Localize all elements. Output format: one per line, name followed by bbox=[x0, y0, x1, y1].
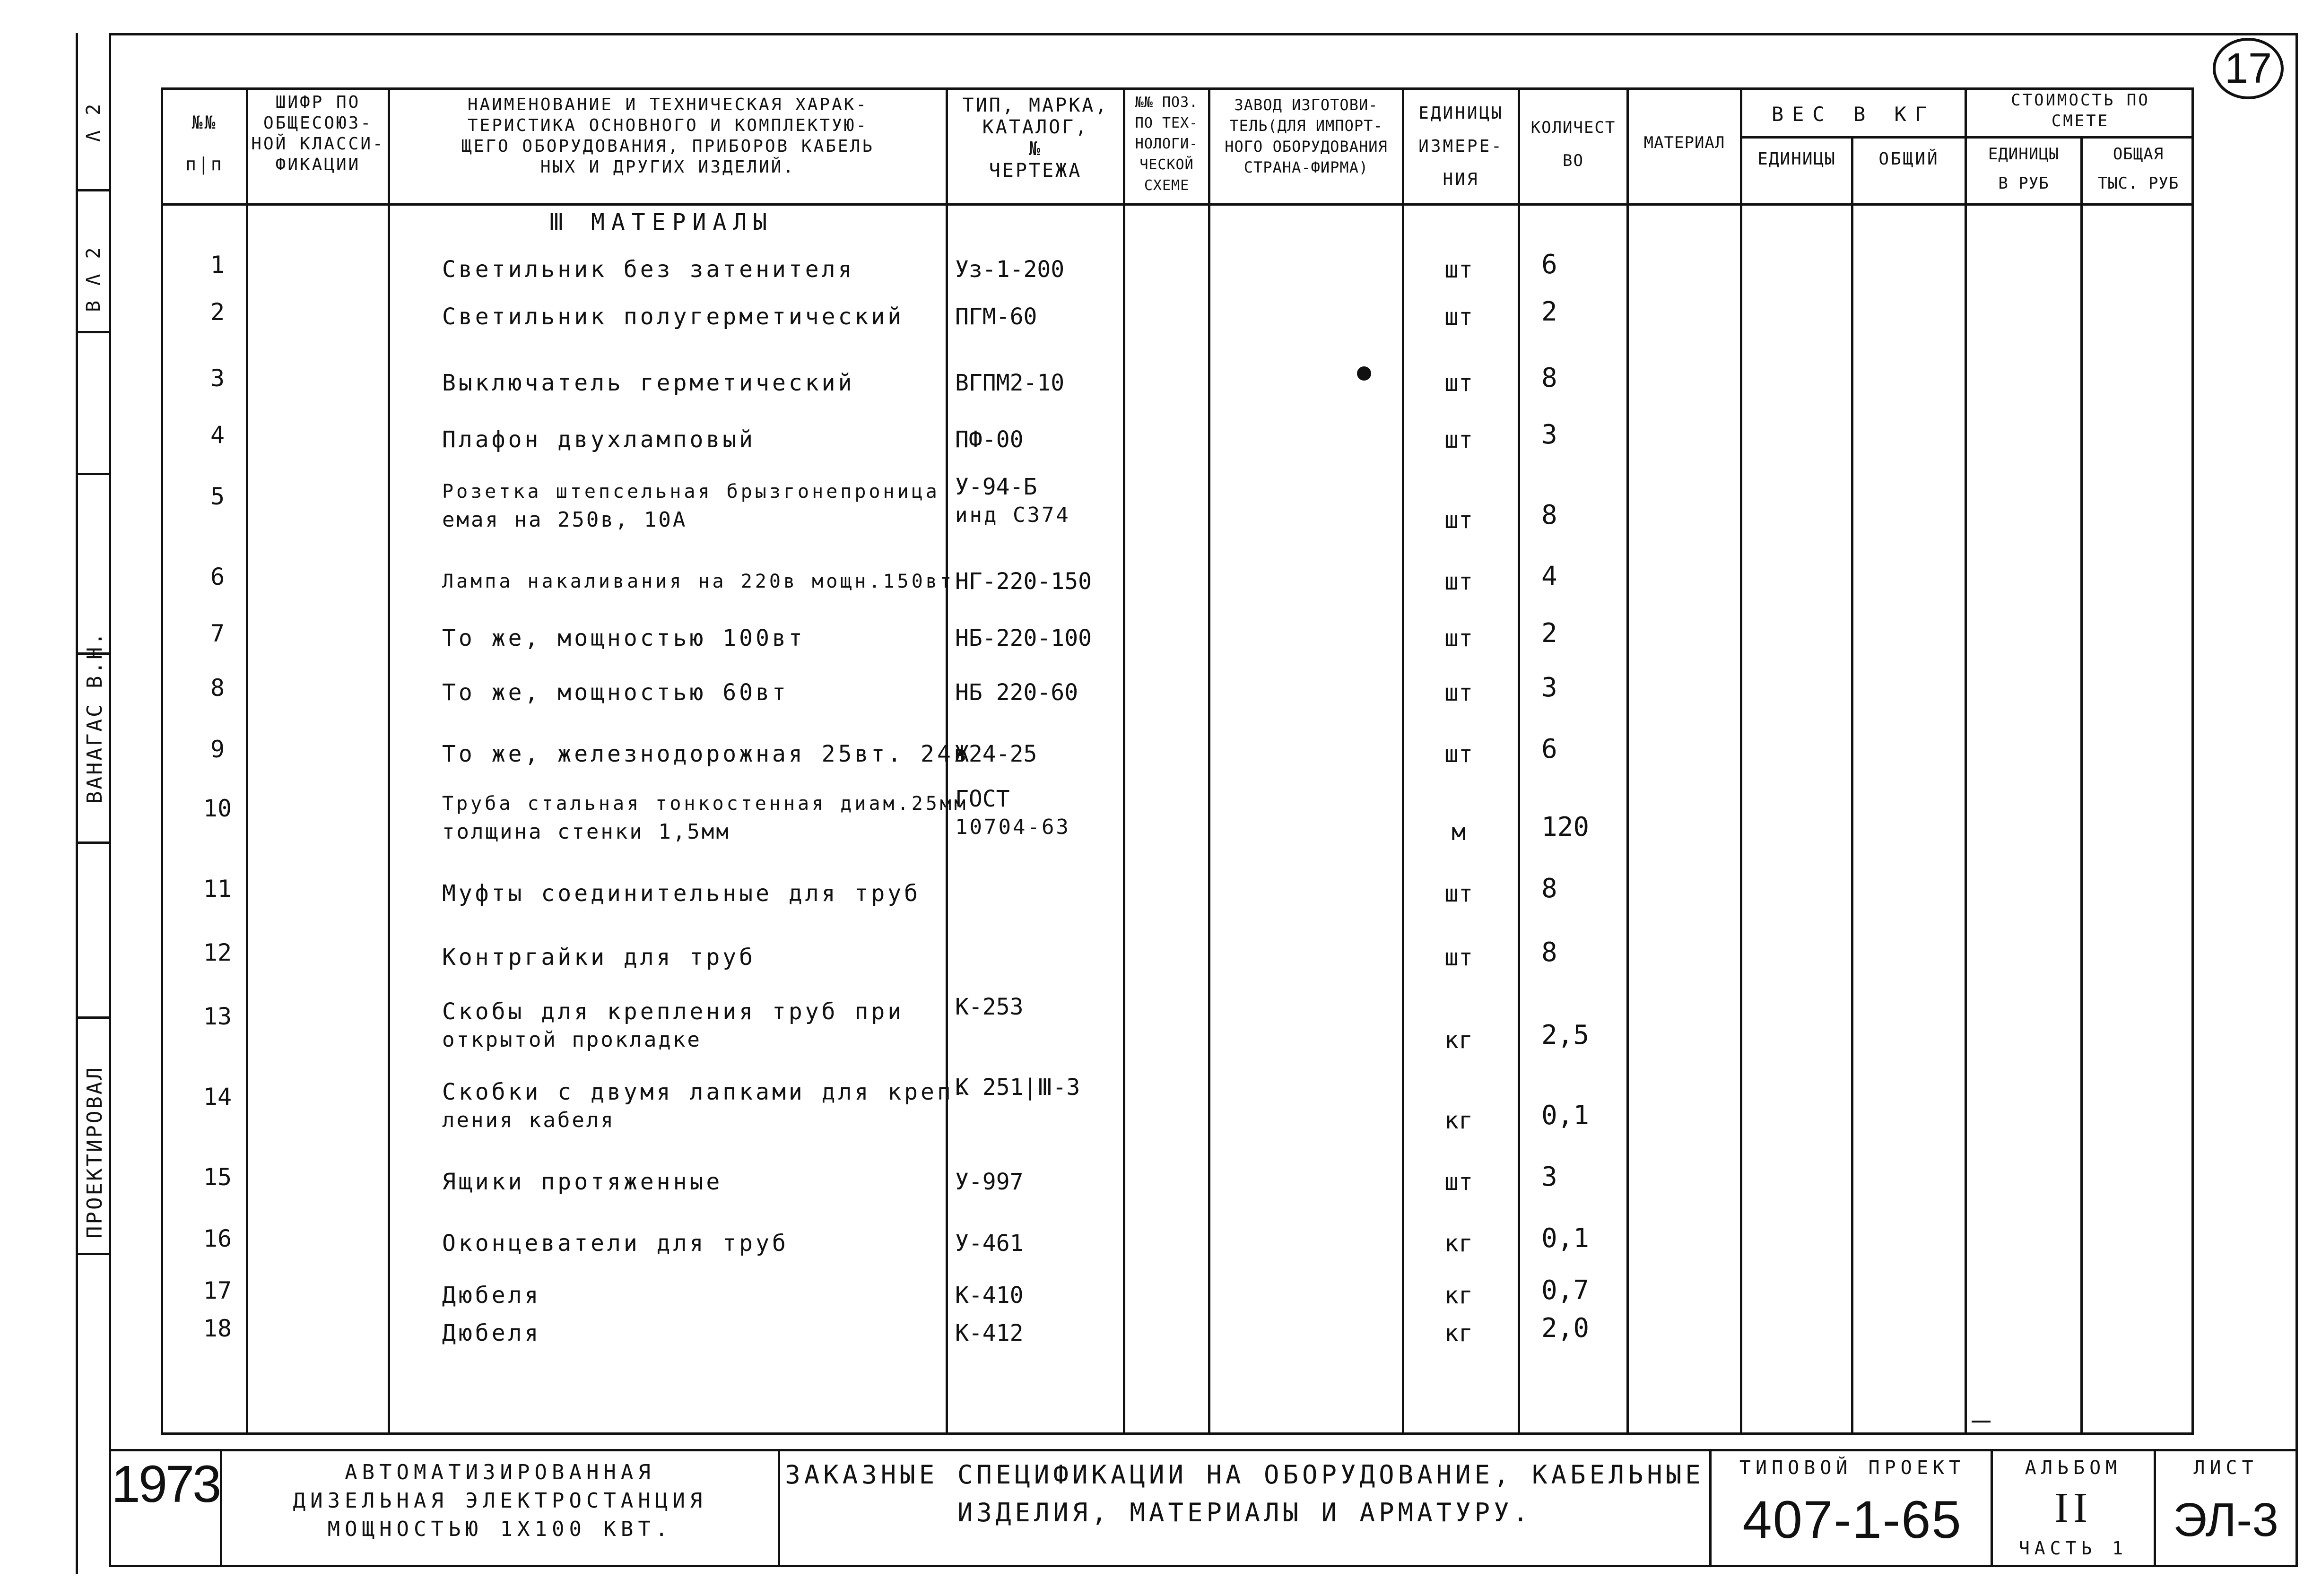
row-unit: шт bbox=[1444, 1168, 1473, 1196]
margin-line bbox=[76, 33, 78, 1574]
row-type: ВГПМ2-10 bbox=[955, 370, 1065, 396]
row-name-line2: открытой прокладке bbox=[442, 1028, 702, 1052]
stamp-album-label: АЛЬБОМ bbox=[2025, 1457, 2122, 1479]
header-subline bbox=[1740, 136, 2194, 139]
row-type: НГ-220-150 bbox=[955, 568, 1092, 595]
stamp-topline bbox=[109, 1449, 2298, 1451]
row-type: К-253 bbox=[955, 994, 1024, 1020]
row-name: Розетка штепсельная брызгонепроница bbox=[442, 481, 940, 503]
row-qty: 2 bbox=[1541, 618, 1557, 649]
stamp-line bbox=[2295, 1449, 2298, 1567]
row-unit: шт bbox=[1444, 426, 1473, 453]
row-unit: шт bbox=[1444, 944, 1473, 971]
row-number: 16 bbox=[203, 1225, 232, 1252]
row-name: Дюбеля bbox=[442, 1320, 541, 1346]
row-qty: 0,1 bbox=[1541, 1223, 1590, 1254]
row-unit: шт bbox=[1444, 679, 1473, 706]
row-qty: 8 bbox=[1541, 873, 1557, 904]
col-line bbox=[388, 87, 390, 1435]
row-unit: кг bbox=[1444, 1026, 1473, 1054]
sheet-number-circle bbox=[2213, 38, 2284, 99]
row-number: 9 bbox=[210, 736, 225, 763]
row-name: Труба стальная тонкостенная диам.25мм bbox=[442, 793, 969, 815]
row-number: 8 bbox=[210, 674, 225, 702]
row-qty: 2,5 bbox=[1541, 1020, 1590, 1050]
header-num: №№ п|п bbox=[185, 112, 224, 174]
col-line bbox=[1208, 87, 1210, 1435]
row-name: Скобы для крепления труб при bbox=[442, 998, 904, 1025]
margin-line bbox=[76, 473, 111, 475]
header-weight-total: ОБЩИЙ bbox=[1878, 149, 1939, 169]
row-type: НБ-220-100 bbox=[955, 625, 1092, 651]
header-material: МАТЕРИАЛ bbox=[1643, 133, 1725, 152]
row-unit: кг bbox=[1444, 1282, 1473, 1309]
header-code: ШИФР ПО ОБЩЕСОЮЗ- НОЙ КЛАССИ- ФИКАЦИИ bbox=[251, 93, 385, 174]
col-line bbox=[2080, 137, 2083, 1435]
margin-line bbox=[76, 1253, 111, 1255]
row-qty: 6 bbox=[1541, 734, 1557, 764]
row-number: 10 bbox=[203, 795, 232, 822]
mark-dot bbox=[1357, 366, 1371, 381]
row-qty: 3 bbox=[1541, 419, 1557, 450]
col-line bbox=[1123, 87, 1125, 1435]
mark-dash bbox=[1972, 1421, 1991, 1423]
row-qty: 4 bbox=[1541, 561, 1557, 592]
stamp-year: 1973 bbox=[111, 1455, 220, 1513]
row-qty: 8 bbox=[1541, 500, 1557, 530]
row-type: У-461 bbox=[955, 1230, 1024, 1257]
header-pos: №№ ПОЗ. ПО ТЕХ- НОЛОГИ- ЧЕСКОЙ СХЕМЕ bbox=[1135, 94, 1199, 194]
col-line bbox=[1626, 87, 1629, 1435]
header-unit: ЕДИНИЦЫ ИЗМЕРЕ- НИЯ bbox=[1418, 104, 1504, 189]
row-qty: 3 bbox=[1541, 672, 1557, 703]
row-type: К 251|Ⅲ-3 bbox=[955, 1074, 1080, 1101]
col-line bbox=[1965, 87, 1967, 1435]
side-mark: Λ 2 bbox=[83, 102, 104, 142]
row-number: 12 bbox=[203, 939, 232, 966]
row-qty: 2 bbox=[1541, 296, 1557, 327]
row-type-line2: 10704-63 bbox=[955, 815, 1070, 839]
row-qty: 0,7 bbox=[1541, 1275, 1590, 1306]
margin-line bbox=[76, 189, 111, 191]
col-line bbox=[1740, 87, 1742, 1435]
row-number: 13 bbox=[203, 1003, 232, 1030]
row-qty: 0,1 bbox=[1541, 1100, 1590, 1131]
header-type: ТИП, МАРКА, КАТАЛОГ, № ЧЕРТЕЖА bbox=[962, 95, 1109, 182]
margin-line bbox=[76, 841, 111, 844]
row-name-line2: емая на 250в, 10А bbox=[442, 508, 687, 532]
row-unit: м bbox=[1451, 818, 1466, 846]
header-qty: КОЛИЧЕСТ ВО bbox=[1530, 118, 1616, 170]
stamp-line bbox=[109, 1449, 111, 1567]
header-name: НАИМЕНОВАНИЕ И ТЕХНИЧЕСКАЯ ХАРАК- ТЕРИСТИКА ОСНОВНОГО И КОМПЛЕКТУЮ- ЩЕГО ОБОРУДОВАНИЯ, ПРИБОРОВ КАБЕЛЬ НЫХ И ДРУГИХ ИЗДЕЛИЙ. bbox=[461, 95, 874, 177]
row-unit: шт bbox=[1444, 625, 1473, 652]
row-name: Ящики протяженные bbox=[442, 1169, 723, 1195]
row-name: Муфты соединительные для труб bbox=[442, 880, 921, 907]
stamp-title: ЗАКАЗНЫЕ СПЕЦИФИКАЦИИ НА ОБОРУДОВАНИЕ, КАБЕЛЬНЫЕ ИЗДЕЛИЯ, МАТЕРИАЛЫ И АРМАТУРУ. bbox=[785, 1460, 1704, 1527]
side-mark: ВАНАГАС В.Н. bbox=[83, 631, 107, 804]
header-separator bbox=[161, 203, 2194, 206]
row-number: 1 bbox=[210, 251, 225, 278]
row-unit: шт bbox=[1444, 369, 1473, 397]
row-name: Выключатель герметический bbox=[442, 370, 855, 396]
row-number: 15 bbox=[203, 1163, 232, 1191]
row-unit: шт bbox=[1444, 506, 1473, 534]
row-unit: кг bbox=[1444, 1230, 1473, 1257]
row-type: ПФ-00 bbox=[955, 426, 1024, 453]
row-number: 7 bbox=[210, 620, 225, 647]
header-cost-unit: ЕДИНИЦЫ В РУБ bbox=[1988, 145, 2060, 193]
header-maker: ЗАВОД ИЗГОТОВИ- ТЕЛЬ(ДЛЯ ИМПОРТ- НОГО ОБОРУДОВАНИЯ СТРАНА-ФИРМА) bbox=[1225, 96, 1388, 176]
row-number: 6 bbox=[210, 563, 225, 590]
header-cost: СТОИМОСТЬ ПО СМЕТЕ bbox=[2011, 91, 2150, 130]
row-name-line2: толщина стенки 1,5мм bbox=[442, 820, 730, 844]
stamp-bottomline bbox=[109, 1565, 2298, 1567]
header-weight-unit: ЕДИНИЦЫ bbox=[1757, 149, 1836, 169]
side-mark: B Λ 2 bbox=[83, 245, 104, 312]
section-title: Ⅲ МАТЕРИАЛЫ bbox=[548, 209, 774, 235]
stamp-project: 407-1-65 bbox=[1742, 1490, 1962, 1549]
row-unit: шт bbox=[1444, 303, 1473, 330]
row-unit: шт bbox=[1444, 740, 1473, 768]
row-type: К-412 bbox=[955, 1320, 1024, 1346]
row-qty: 8 bbox=[1541, 363, 1557, 393]
stamp-part: ЧАСТЬ 1 bbox=[2018, 1538, 2128, 1559]
row-name: То же, железнодорожная 25вт. 24в bbox=[442, 741, 970, 767]
header-cost-total: ОБЩАЯ ТЫС. РУБ bbox=[2097, 145, 2179, 193]
stamp-sheet-label: ЛИСТ bbox=[2193, 1457, 2258, 1479]
row-name: То же, мощностью 100вт bbox=[442, 625, 805, 651]
row-type: К-410 bbox=[955, 1282, 1024, 1309]
row-number: 4 bbox=[210, 421, 225, 449]
row-type: ГОСТ bbox=[955, 786, 1010, 812]
row-name: Плафон двухламповый bbox=[442, 426, 756, 453]
margin-line bbox=[76, 331, 111, 333]
row-qty: 8 bbox=[1541, 937, 1557, 968]
row-number: 3 bbox=[210, 364, 225, 392]
row-unit: шт bbox=[1444, 568, 1473, 595]
row-type: У-94-Б bbox=[955, 474, 1037, 500]
row-number: 17 bbox=[203, 1277, 232, 1304]
row-number: 5 bbox=[210, 483, 225, 510]
row-unit: кг bbox=[1444, 1319, 1473, 1347]
row-number: 14 bbox=[203, 1083, 232, 1110]
row-name: Контргайки для труб bbox=[442, 944, 756, 971]
row-name: Дюбеля bbox=[442, 1282, 541, 1309]
row-number: 2 bbox=[210, 298, 225, 326]
header-weight: ВЕС В КГ bbox=[1771, 103, 1936, 126]
row-name: Скобки с двумя лапками для креп- bbox=[442, 1079, 970, 1105]
row-qty: 6 bbox=[1541, 249, 1557, 280]
row-type: Ж24-25 bbox=[955, 741, 1037, 767]
row-number: 18 bbox=[203, 1315, 232, 1342]
row-number: 11 bbox=[203, 875, 232, 902]
row-type-line2: инд С374 bbox=[955, 503, 1070, 527]
row-unit: шт bbox=[1444, 880, 1473, 907]
row-unit: шт bbox=[1444, 256, 1473, 283]
row-name: Светильник полугерметический bbox=[442, 304, 904, 330]
row-unit: кг bbox=[1444, 1107, 1473, 1134]
stamp-project-label: ТИПОВОЙ ПРОЕКТ bbox=[1739, 1457, 1965, 1479]
row-name: То же, мощностью 60вт bbox=[442, 679, 789, 706]
row-name: Оконцеватели для труб bbox=[442, 1230, 789, 1257]
row-name: Светильник без затенителя bbox=[442, 256, 855, 283]
col-line bbox=[1518, 87, 1520, 1435]
row-qty: 3 bbox=[1541, 1162, 1557, 1192]
row-type: У-997 bbox=[955, 1169, 1024, 1195]
stamp-object: АВТОМАТИЗИРОВАННАЯ ДИЗЕЛЬНАЯ ЭЛЕКТРОСТАНЦИЯ МОЩНОСТЬЮ 1Х100 КВТ. bbox=[293, 1460, 707, 1541]
row-type: ПГМ-60 bbox=[955, 304, 1037, 330]
col-line bbox=[1851, 137, 1853, 1435]
side-mark: ПРОЕКТИРОВАЛ bbox=[83, 1066, 107, 1239]
row-name: Лампа накаливания на 220в мощн.150вт bbox=[442, 571, 954, 592]
row-type: НБ 220-60 bbox=[955, 679, 1078, 706]
row-name-line2: ления кабеля bbox=[442, 1108, 615, 1132]
stamp-sheet: ЭЛ-3 bbox=[2173, 1493, 2279, 1546]
row-qty: 120 bbox=[1541, 812, 1590, 842]
stamp-album: II bbox=[2054, 1484, 2092, 1531]
sheet-number: 17 bbox=[2224, 45, 2272, 92]
row-qty: 2,0 bbox=[1541, 1313, 1590, 1344]
margin-line bbox=[76, 1016, 111, 1019]
col-line bbox=[246, 87, 248, 1435]
row-type: Уз-1-200 bbox=[955, 256, 1065, 283]
